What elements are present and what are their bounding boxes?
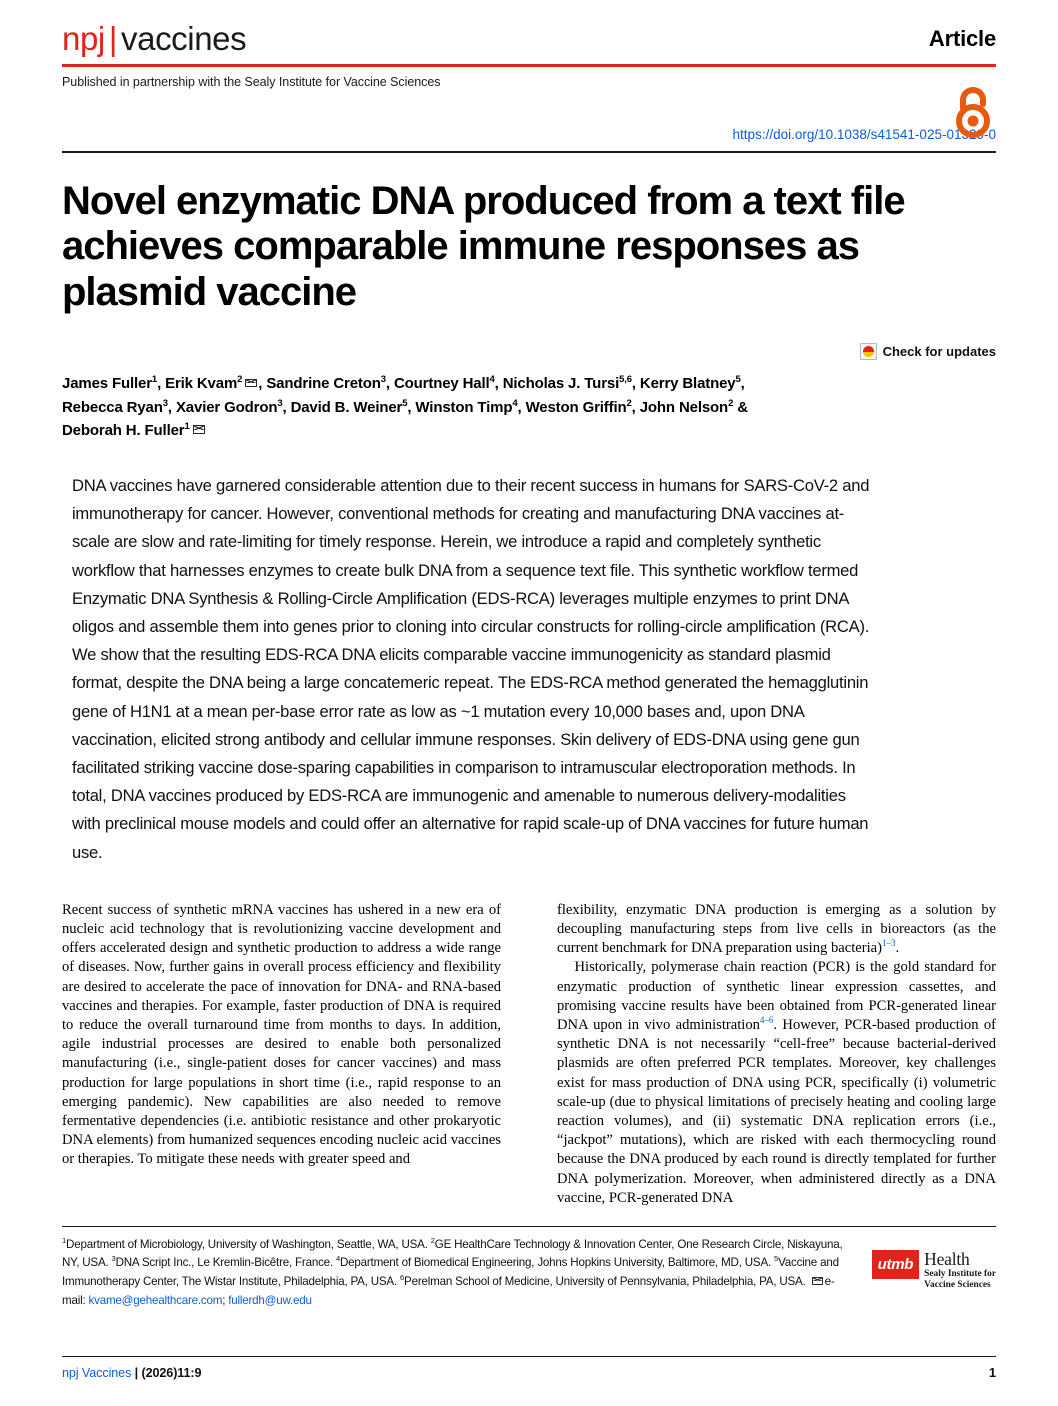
footnote-divider-rule: [62, 1226, 996, 1227]
email-link[interactable]: kvame@gehealthcare.com: [88, 1293, 223, 1307]
body-paragraph: [557, 901, 996, 959]
author-affiliation-marker: 2: [728, 397, 734, 409]
author-line-2: Rebecca Ryan$^3$, Xavier Godron$^3$, David B. Weiner$^5$, Winston Timp$^4$, Weston Griffin$^2$, John Nelson$^2$ &: [62, 397, 748, 416]
paragraph-tail: .: [895, 940, 900, 957]
envelope-icon[interactable]: [245, 379, 257, 388]
body-column-right: [557, 901, 996, 1208]
header-divider-rule: [62, 151, 996, 153]
author-affiliation-marker: 3: [277, 397, 283, 409]
affiliation-marker: 2: [430, 1236, 435, 1246]
paragraph-text: flexibility, enzymatic DNA production is emerging as a solution by decoupling manufacturing steps from live cells in bioreactors (as the current benchmark for DNA preparation using bacteria): [557, 901, 996, 957]
paragraph-tail: . However, PCR-based production of synthetic DNA is not necessarily “cell-free” because bacterial-derived plasmids are often preferred PCR templates. Moreover, key challenges exist for mass production of DNA using PCR, specifically (i) volumetric scale-up (due to physical limitations of precisely heating and cooling large reaction volumes), and (ii) systematic DNA replication errors (i.e., “jackpot” mutations), which are risked with each thermocycling round because the DNA produced by each round is directly templated for further DNA polymerization. Moreover, when administered directly as a DNA vaccine, PCR-generated DNA: [557, 1017, 996, 1206]
author-name[interactable]: Erik Kvam: [165, 375, 238, 393]
author-affiliation-marker: 3: [162, 397, 168, 409]
author-affiliation-marker: 5: [402, 397, 408, 409]
affiliation-entry: Department of Biomedical Engineering, Johns Hopkins University, Baltimore, MD, USA.: [339, 1256, 775, 1270]
footer-journal-link[interactable]: npj Vaccines: [62, 1366, 132, 1380]
author-name[interactable]: John Nelson: [639, 398, 729, 416]
affiliation-marker: 3: [111, 1254, 116, 1264]
page-footer: [62, 1356, 996, 1380]
author-name[interactable]: David B. Weiner: [290, 398, 403, 416]
journal-brand[interactable]: [62, 22, 246, 55]
check-for-updates-badge[interactable]: [62, 343, 996, 360]
author-affiliation-marker: 4: [489, 374, 495, 386]
body-paragraph: Recent success of synthetic mRNA vaccines has ushered in a new era of nucleic acid technology that is revolutionizing vaccine development and offers accelerated design and synthetic production to address a wide range of diseases. Now, further gains in overall process efficiency and flexibility are desired to accelerate the pace of innovation for DNA- and RNA-based vaccines and therapies. For example, faster production of DNA is required to reduce the overall turnaround time from months to days. In addition, agile industrial processes are desired to enable both personalized manufacturing (i.e., single-patient doses for cancer vaccines) and mass production for large populations in short time (i.e., rapid response to an emerging pandemic). New capabilities are also needed to remove fermentative dependencies (i.e. antibiotic resistance and other prokaryotic DNA elements) from humanized sequences encoding nucleic acid vaccines or therapies. To mitigate these needs with greater speed and: [62, 901, 501, 1168]
author-affiliation-marker: 5: [735, 374, 741, 386]
author-name[interactable]: Kerry Blatney: [639, 375, 736, 393]
affiliation-entry: Vaccine and Immunotherapy Center, The Wistar Institute, Philadelphia, PA, USA.: [62, 1256, 839, 1288]
utmb-wordmark: utmb: [872, 1250, 919, 1279]
page-title: Novel enzymatic DNA produced from a text file achieves comparable immune responses as plasmid vaccine: [62, 178, 905, 314]
affiliation-entry: Department of Microbiology, University of Washington, Seattle, WA, USA.: [66, 1237, 431, 1251]
author-affiliation-marker: 5,6: [619, 374, 632, 386]
author-affiliation-marker: 3: [380, 374, 386, 386]
utmb-institute-line2: Vaccine Sciences: [924, 1279, 991, 1290]
footer-divider-rule: [62, 1356, 996, 1357]
check-for-updates-label: Check for updates: [882, 344, 996, 360]
body-column-left: [62, 901, 501, 1208]
author-name[interactable]: Weston Griffin: [525, 398, 627, 416]
author-affiliation-marker: 1: [184, 420, 190, 432]
envelope-icon: [812, 1277, 823, 1285]
author-affiliation-marker: 4: [512, 397, 518, 409]
crossmark-icon: [860, 343, 877, 360]
citation-ref[interactable]: [882, 938, 896, 948]
author-name[interactable]: Winston Timp: [415, 398, 513, 416]
utmb-health-label: Health: [924, 1248, 970, 1269]
brand-npj: npj: [62, 20, 105, 57]
author-name[interactable]: Rebecca Ryan: [62, 398, 163, 416]
article-type-label: Article: [928, 26, 996, 51]
footer-row: [62, 1365, 996, 1380]
utmb-logo-text: [924, 1250, 996, 1291]
author-line-3: [62, 422, 206, 439]
affiliation-marker: 6: [400, 1273, 405, 1283]
utmb-institute-line1: Sealy Institute for: [924, 1268, 996, 1279]
email-link[interactable]: fullerdh@uw.edu: [228, 1293, 312, 1307]
author-affiliation-marker: 1: [151, 374, 158, 386]
author-name[interactable]: Nicholas J. Tursi: [502, 375, 620, 393]
footer-citation: [62, 1366, 201, 1380]
utmb-health-logo: [872, 1236, 996, 1291]
abstract-text: DNA vaccines have garnered considerable attention due to their recent success in humans for SARS-CoV-2 and immunotherapy for cancer. However, conventional methods for creating and manufacturing DNA vaccines at-scale are slow and rate-limiting for timely response. Herein, we introduce a rapid and completely synthetic workflow that harnesses enzymes to create bulk DNA from a sequence text file. This synthetic workflow termed Enzymatic DNA Synthesis & Rolling-Circle Amplification (EDS-RCA) leverages multiple enzymes to print DNA oligos and assemble them into genes prior to cloning into circular constructs for rolling-circle amplification (RCA). We show that the resulting EDS-RCA DNA elicits comparable vaccine immunogenicity as standard plasmid format, despite the DNA being a large concatemeric repeat. The EDS-RCA method generated the hemagglutinin gene of H1N1 at a mean per-base error rate as low as ~1 mutation every 10,000 bases and, upon DNA vaccination, elicited strong antibody and cellular immune responses. Skin delivery of EDS-DNA using gene gun facilitated striking vaccine dose-sparing capabilities in comparison to intramuscular electroporation methods. In total, DNA vaccines produced by EDS-RCA are immunogenic and amenable to numerous delivery-modalities with preclinical mouse models and could offer an alternative for rapid scale-up of DNA vaccines for future human use.: [72, 476, 870, 862]
affiliation-marker: 4: [335, 1254, 340, 1264]
citation-link[interactable]: 4–6: [759, 1015, 774, 1026]
citation-ref[interactable]: [760, 1015, 774, 1025]
doi-row: [62, 127, 996, 142]
author-name[interactable]: Deborah H. Fuller: [62, 421, 185, 439]
affiliation-marker: 5: [774, 1254, 779, 1264]
utmb-institute-label: [924, 1269, 996, 1291]
author-name[interactable]: Xavier Godron: [175, 398, 278, 416]
open-access-icon: [950, 86, 996, 138]
affiliations-block: [62, 1236, 996, 1310]
citation-link[interactable]: 1–3: [881, 938, 896, 949]
page-number: 1: [988, 1365, 996, 1380]
author-name[interactable]: James Fuller: [62, 375, 152, 393]
email-label: e-mail:: [62, 1274, 835, 1307]
brand-divider: |: [108, 20, 118, 57]
footer-volume: | (2026)11:9: [131, 1366, 202, 1380]
envelope-icon[interactable]: [193, 425, 205, 434]
affiliation-entry: Perelman School of Medicine, University of Pennsylvania, Philadelphia, PA, USA.: [404, 1274, 809, 1288]
affiliation-entry: DNA Script Inc., Le Kremlin-Bicêtre, France.: [115, 1256, 336, 1270]
author-affiliation-marker: 2: [626, 397, 632, 409]
masthead: [62, 0, 996, 55]
paragraph-text: Historically, polymerase chain reaction (PCR) is the gold standard for enzymatic production of synthetic linear expression cassettes, and promising vaccine results have been obtained from PCR-generated linear DNA upon in vivo administration: [557, 959, 996, 1033]
affiliation-marker: 1: [62, 1236, 67, 1246]
author-line-1: James Fuller$^1$, Erik Kvam$^2$ , Sandrine Creton$^3$, Courtney Hall$^4$, Nicholas J. Tursi$^{5,6}$, Kerry Blatney$^5$,: [62, 374, 745, 393]
author-name[interactable]: Sandrine Creton: [266, 375, 381, 393]
affiliations-text: $^1$Department of Microbiology, University of Washington, Seattle, WA, USA. $^2$GE HealthCare Technology & Innovation Center, One Research Circle, Niskayuna, NY, USA. $^3$DNA Script Inc., Le Kremlin-Bicêtre, France. $^4$Department of Biomedical Engineering, Johns Hopkins University, Baltimore, MD, USA. $^5$Vaccine and Immunotherapy Center, The Wistar Institute, Philadelphia, PA, USA. $^6$Perelman School of Medicine, University of Pennsylvania, Philadelphia, PA, USA. e-mail: kvame@gehealthcare.com; fullerdh@uw.edu: [62, 1236, 843, 1307]
doi-link[interactable]: https://doi.org/10.1038/s41541-025-01329-0: [732, 127, 996, 142]
author-affiliation-marker: 2: [237, 374, 243, 386]
brand-journal-name: vaccines: [121, 20, 247, 57]
body-paragraph: [557, 958, 996, 1207]
author-list: [62, 372, 852, 442]
affiliation-entry: GE HealthCare Technology & Innovation Center, One Research Circle, Niskayuna, NY, USA.: [62, 1237, 843, 1270]
partnership-statement: Published in partnership with the Sealy Institute for Vaccine Sciences: [62, 75, 441, 89]
author-name[interactable]: Courtney Hall: [393, 375, 490, 393]
body-columns: [62, 901, 996, 1208]
